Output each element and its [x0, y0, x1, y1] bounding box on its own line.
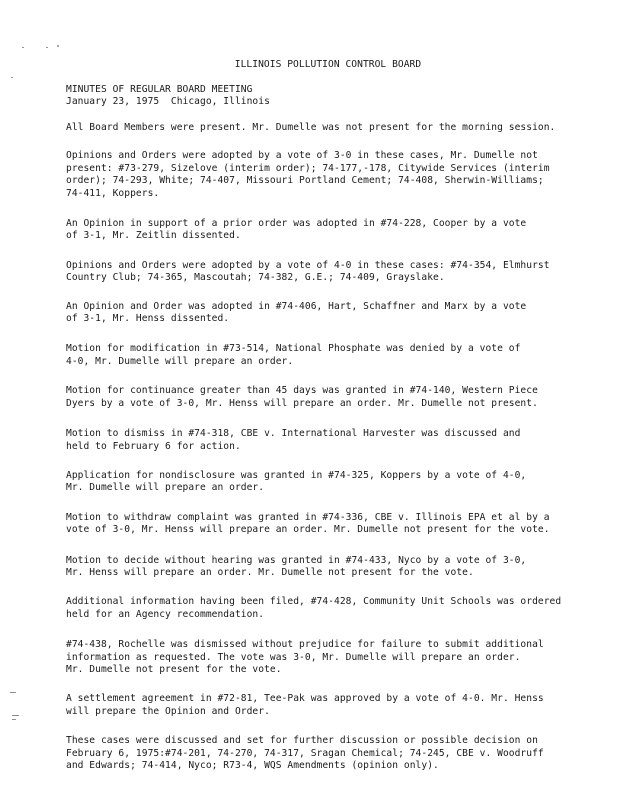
minutes-paragraph: Motion for modification in #73-514, National Phosphate was denied by a vote of 4-0, Mr. Dumelle will prepare an order. — [66, 343, 521, 367]
minutes-paragraph: These cases were discussed and set for further discussion or possible decision on February 6, 1975:#74-201, 74-270, 74-317, Sragan Chemical; 74-245, CBE v. Woodruff and Edwards; 74-414, Nyco; R73-4, WQS Amendments (opinion only). — [66, 735, 544, 771]
scan-mark — [11, 77, 13, 78]
minutes-paragraph: Motion for continuance greater than 45 days was granted in #74-140, Western Piece Dyers by a vote of 3-0, Mr. Henss will prepare an order. Mr. Dumelle not present. — [66, 385, 538, 409]
minutes-paragraph: Motion to decide without hearing was granted in #74-433, Nyco by a vote of 3-0, Mr. Henss will prepare an order. Mr. Dumelle not present for the vote. — [66, 554, 527, 578]
scan-mark — [22, 47, 24, 48]
minutes-paragraph: Additional information having been filed, #74-428, Community Unit Schools was ordered held for an Agency recommendation. — [66, 596, 562, 620]
minutes-body — [66, 122, 578, 788]
meeting-header — [66, 84, 576, 109]
scan-mark — [12, 715, 19, 716]
minutes-paragraph: All Board Members were present. Mr. Dumelle was not present for the morning session. — [66, 122, 556, 133]
scan-mark — [10, 692, 16, 693]
minutes-paragraph: An Opinion and Order was adopted in #74-406, Hart, Schaffner and Marx by a vote of 3-1, Mr. Henss dissented. — [66, 300, 527, 325]
minutes-paragraph: Motion to withdraw complaint was granted in #74-336, CBE v. Illinois EPA et al by a vote of 3-0, Mr. Henss will prepare an order. Mr. Dumelle not present for the vote. — [66, 511, 550, 536]
minutes-paragraph: Application for nondisclosure was granted in #74-325, Koppers by a vote of 4-0, Mr. Dumelle will prepare an order. — [66, 469, 527, 494]
minutes-paragraph: Opinions and Orders were adopted by a vote of 4-0 in these cases: #74-354, Elmhurst Country Club; 74-365, Mascoutah; 74-382, G.E.; 74-409, Grayslake. — [66, 259, 550, 284]
scan-mark — [12, 719, 16, 720]
minutes-paragraph: Motion to dismiss in #74-318, CBE v. International Harvester was discussed and held to February 6 for action. — [66, 428, 521, 452]
scan-mark — [46, 47, 48, 48]
minutes-paragraph: A settlement agreement in #72-81, Tee-Pak was approved by a vote of 4-0. Mr. Henss will prepare the Opinion and Order. — [66, 693, 544, 717]
meeting-type: MINUTES OF REGULAR BOARD MEETING — [66, 84, 253, 95]
meeting-date-location: January 23, 1975 Chicago, Illinois — [66, 96, 270, 108]
scan-mark — [57, 45, 59, 47]
minutes-paragraph: Opinions and Orders were adopted by a vote of 3-0 in these cases, Mr. Dumelle not present: #73-279, Sizelove (interim order); 74-177,-178, Citywide Services (interim order); 74-293, White; 74-407, Missouri Portland Cement; 74-408, Sherwin-Williams; 74-411, Koppers. — [66, 150, 550, 199]
document-title: ILLINOIS POLLUTION CONTROL BOARD — [234, 59, 422, 70]
minutes-paragraph: #74-438, Rochelle was dismissed without prejudice for failure to submit additional information as requested. The vote was 3-0, Mr. Dumelle will prepare an order. Mr. Dumelle not present for the vote. — [66, 639, 544, 675]
minutes-paragraph: An Opinion in support of a prior order was adopted in #74-228, Cooper by a vote of 3-1, Mr. Zeitlin dissented. — [66, 218, 527, 242]
